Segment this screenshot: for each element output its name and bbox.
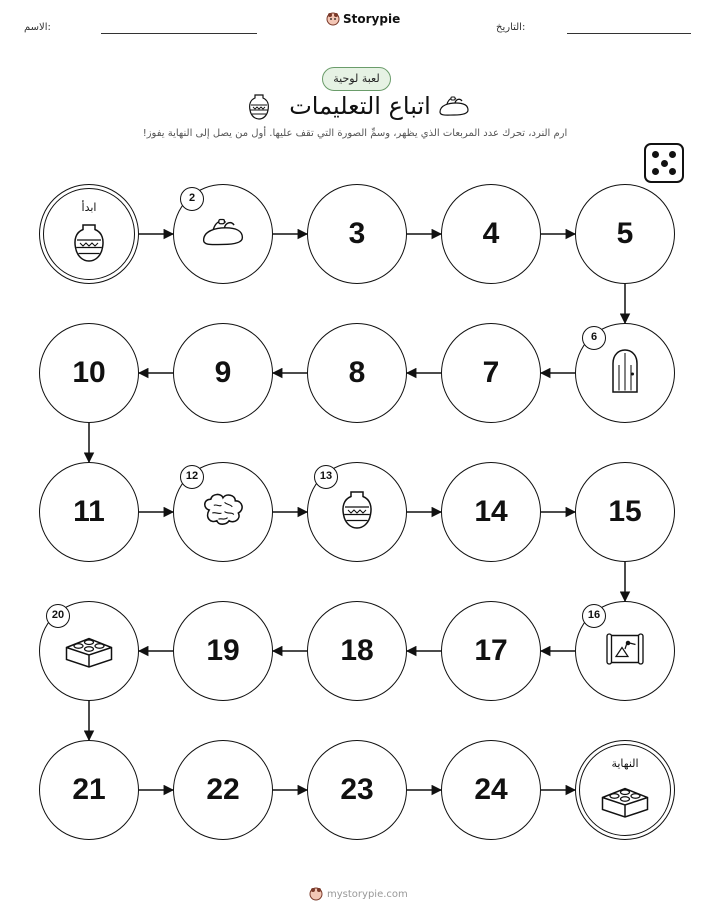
cell-number: 7 bbox=[482, 356, 500, 389]
papyrus-icon bbox=[604, 631, 646, 671]
board-cell-19[interactable] bbox=[173, 601, 273, 701]
cell-number-badge: 13 bbox=[314, 465, 338, 489]
cell-number: 17 bbox=[474, 634, 508, 667]
game-type-badge: لعبة لوحية bbox=[322, 67, 391, 91]
footer bbox=[309, 887, 408, 901]
name-label: الاسم: bbox=[24, 22, 51, 33]
board-cell-9[interactable] bbox=[173, 323, 273, 423]
board-cell-14[interactable] bbox=[441, 462, 541, 562]
footer-url[interactable]: mystorypie.com bbox=[327, 888, 408, 900]
board-cell-17[interactable] bbox=[441, 601, 541, 701]
board-cell-7[interactable] bbox=[441, 323, 541, 423]
cell-number: 4 bbox=[482, 217, 500, 250]
board-cell-25[interactable] bbox=[575, 740, 675, 840]
board-cell-20[interactable] bbox=[39, 601, 139, 701]
cell-number-badge: 20 bbox=[46, 604, 70, 628]
board-cell-13[interactable] bbox=[307, 462, 407, 562]
cell-number: 23 bbox=[340, 773, 374, 806]
cell-number: 5 bbox=[616, 217, 634, 250]
page-title: اتباع التعليمات bbox=[289, 92, 431, 120]
board-cell-5[interactable] bbox=[575, 184, 675, 284]
cell-number-badge: 2 bbox=[180, 187, 204, 211]
cell-number: 18 bbox=[340, 634, 374, 667]
brand-name: Storypie bbox=[343, 12, 401, 26]
cell-number: 15 bbox=[608, 495, 642, 528]
board-cell-1[interactable] bbox=[39, 184, 139, 284]
board-cell-3[interactable] bbox=[307, 184, 407, 284]
instructions-text: ارم النرد، تحرك عدد المربعات الذي يظهر، وسمِّ الصورة التي تقف عليها. أول من يصل إلى النهاية يفوز! bbox=[142, 128, 568, 139]
board-cell-18[interactable] bbox=[307, 601, 407, 701]
storypie-mascot-icon bbox=[309, 887, 323, 901]
cell-number-badge: 12 bbox=[180, 465, 204, 489]
board-cell-15[interactable] bbox=[575, 462, 675, 562]
cell-number: 3 bbox=[348, 217, 366, 250]
vase-icon bbox=[339, 488, 375, 536]
cell-number: 22 bbox=[206, 773, 240, 806]
board-cell-10[interactable] bbox=[39, 323, 139, 423]
board-cell-11[interactable] bbox=[39, 462, 139, 562]
cell-number: 24 bbox=[474, 773, 508, 806]
cell-number: 9 bbox=[214, 356, 232, 389]
cell-number-badge: 6 bbox=[582, 326, 606, 350]
cell-number: 11 bbox=[73, 495, 105, 528]
finish-label: النهاية bbox=[611, 757, 639, 770]
cell-number: 21 bbox=[72, 773, 106, 806]
board-cell-2[interactable] bbox=[173, 184, 273, 284]
vase-icon bbox=[71, 221, 107, 269]
lego-brick-icon bbox=[598, 779, 652, 823]
cell-number: 10 bbox=[72, 356, 106, 389]
start-label: ابدأ bbox=[81, 201, 97, 214]
board-cell-8[interactable] bbox=[307, 323, 407, 423]
board-cell-22[interactable] bbox=[173, 740, 273, 840]
board-cell-16[interactable] bbox=[575, 601, 675, 701]
board-cell-4[interactable] bbox=[441, 184, 541, 284]
date-label: التاريخ: bbox=[496, 22, 526, 33]
cell-number-badge: 16 bbox=[582, 604, 606, 628]
brain-icon bbox=[200, 491, 246, 533]
board-cell-23[interactable] bbox=[307, 740, 407, 840]
board-cell-24[interactable] bbox=[441, 740, 541, 840]
board-cell-21[interactable] bbox=[39, 740, 139, 840]
door-icon bbox=[610, 348, 640, 398]
cell-number: 14 bbox=[474, 495, 508, 528]
board-cell-6[interactable] bbox=[575, 323, 675, 423]
cell-number: 8 bbox=[348, 356, 366, 389]
cell-number: 19 bbox=[206, 634, 240, 667]
sandal-icon bbox=[198, 214, 248, 254]
board-cell-12[interactable] bbox=[173, 462, 273, 562]
lego-brick-icon bbox=[62, 629, 116, 673]
